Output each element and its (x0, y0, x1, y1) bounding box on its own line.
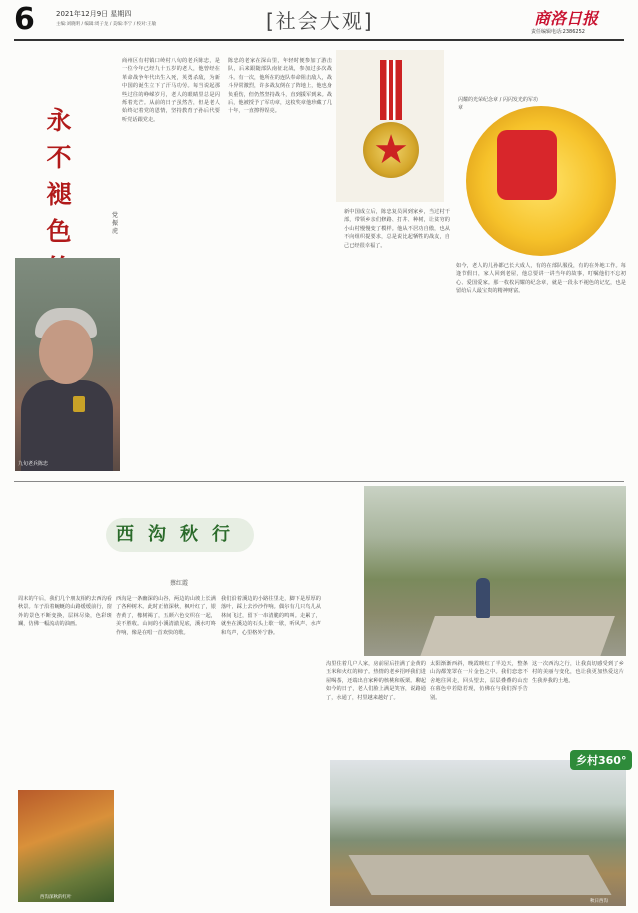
issue-date: 2021年12月9日 星期四 (56, 10, 132, 18)
village-360-badge: 乡村360° (570, 750, 632, 770)
article-column-4: 如今，老人的儿孙都已长大成人，有的在部队服役，有的在外地工作。每逢节假日，家人回到老屋，他总要讲一讲当年的故事，叮嘱他们不忘初心、爱国爱家。那一枚枚闪耀的纪念章，就是一段永不褪色的记忆，也是留给后人最宝贵的精神财富。 (456, 263, 626, 295)
travel-column-5: 太阳渐渐西斜，晚霞映红了半边天，整条山沟都笼罩在一片金色之中。我们恋恋不舍地往回走，回头望去，层层叠叠的山峦在暮色中若隐若现，仿佛在与我们挥手告别。 (430, 661, 528, 701)
travel-title (106, 518, 258, 552)
portrait-caption: 九旬老兵陈忠 (18, 461, 49, 467)
autumn-leaves-photo (18, 790, 114, 902)
hiker-figure (476, 578, 490, 618)
travel-column-2: 西沟是一条幽深的山谷，两边的山坡上长满了各种树木。此时正值深秋，枫叶红了，银杏黄了，橡树褐了，五颜六色交织在一起，美不胜收。山间的小溪清澈见底，溪水叮咚作响，像是在唱一首欢快的歌。 (116, 596, 216, 636)
valley-road (348, 855, 611, 895)
editor-phone: 责任编辑电话:2386252 (531, 29, 585, 35)
travel-column-4: 沟里住着几户人家，房前屋后挂满了金黄的玉米和火红的柿子。热情的老乡招呼我们进屋喝茶，还端出自家种的核桃和板栗。聊起如今的日子，老人们脸上满是笑容，说路通了，水通了，村里越来越好了。 (326, 661, 426, 701)
header-rule (14, 39, 624, 41)
veteran-portrait-photo (15, 258, 120, 471)
medal-icon (73, 396, 85, 412)
valley-road-photo (330, 760, 626, 906)
valley-caption: 秋日西沟 (590, 899, 608, 904)
travel-column-3: 我们沿着溪边的小路往里走，脚下是厚厚的落叶，踩上去沙沙作响。偶尔有几只鸟儿从林间飞过，留下一串清脆的鸣叫。走累了，就坐在溪边的石头上歇一歇，听风声、水声和鸟声，心里格外宁静。 (221, 596, 321, 636)
medal-photo (336, 50, 444, 202)
article-divider (14, 481, 624, 482)
article-column-1: 商州区有村镇口岭村八旬的老兵陈忠，是一位今年已经九十五岁的老人，他曾经在革命战争年代出生入死，英勇杀敌，为新中国的诞生立下了汗马功劳。每当说起那些过往的峥嵘岁月，老人的眼睛里总是闪烁着光芒。从前的日子虽然苦，但是老人始终记着党的恩情，坚持教育子孙后代要听党话跟党走。 (122, 58, 220, 123)
article-column-3: 新中国成立后，陈忠复员回到家乡，当过村干部，带领乡亲们修路、打井、种树，让贫穷的小山村慢慢变了模样。他从不居功自傲，也从不向组织提要求，总是说比起牺牲的战友，自己已经很幸福了。 (344, 209, 450, 249)
section-title: [社会大观] (266, 9, 374, 33)
travel-title-band (14, 492, 362, 576)
travel-column-6: 这一次西沟之行，让我真切感受到了乡村的美丽与变化，也让我更加热爱这片生我养我的土地。 (532, 661, 624, 684)
leaves-caption: 西沟深秋的红叶 (40, 895, 72, 900)
article-title-vertical: 永不褪色 (46, 106, 72, 246)
editor-credits: 主编:刘晓明 / 编辑:周子龙 / 美编:李宁 / 校对:王敏 (56, 22, 157, 27)
hiker-landscape-photo (364, 486, 626, 656)
article-author: 党振虎 (111, 212, 118, 235)
travel-author: 蔡红霞 (170, 580, 189, 587)
newspaper-logo: 商洛日报 (534, 9, 599, 28)
star-icon: ★ (373, 127, 409, 173)
travel-column-1: 周末的午后，我们几个朋友相约去西沟看秋景。车子沿着蜿蜒的山路缓缓前行，窗外的景色不断变换，层林尽染，色彩斑斓，仿佛一幅流动的油画。 (18, 596, 112, 628)
medal-coin (363, 122, 419, 178)
portrait-face (39, 320, 93, 384)
mountain-path (413, 616, 615, 656)
medal-caption: 闪耀的光荣纪念章 / 闪闪发光的军功章 (458, 97, 538, 111)
article-column-2: 陈忠的老家在深山里，年轻时便参加了游击队，后来跟随部队南征北战，参加过多次战斗。有一次，他所在的连队奉命阻击敌人，战斗异常激烈，许多战友倒在了阵地上，他也身负重伤，但仍然坚持战斗，直到援军到来。战后，他被授予了军功章，这枚奖章他珍藏了几十年，一直擦得锃亮。 (228, 58, 332, 115)
page-header (0, 0, 638, 44)
travel-title-text: 西沟秋行 (106, 518, 254, 552)
star-badge-photo (452, 90, 624, 260)
portrait-body (21, 380, 113, 471)
badge-center (497, 130, 557, 200)
medal-ribbon (380, 60, 402, 120)
page-number: 6 (14, 2, 35, 37)
